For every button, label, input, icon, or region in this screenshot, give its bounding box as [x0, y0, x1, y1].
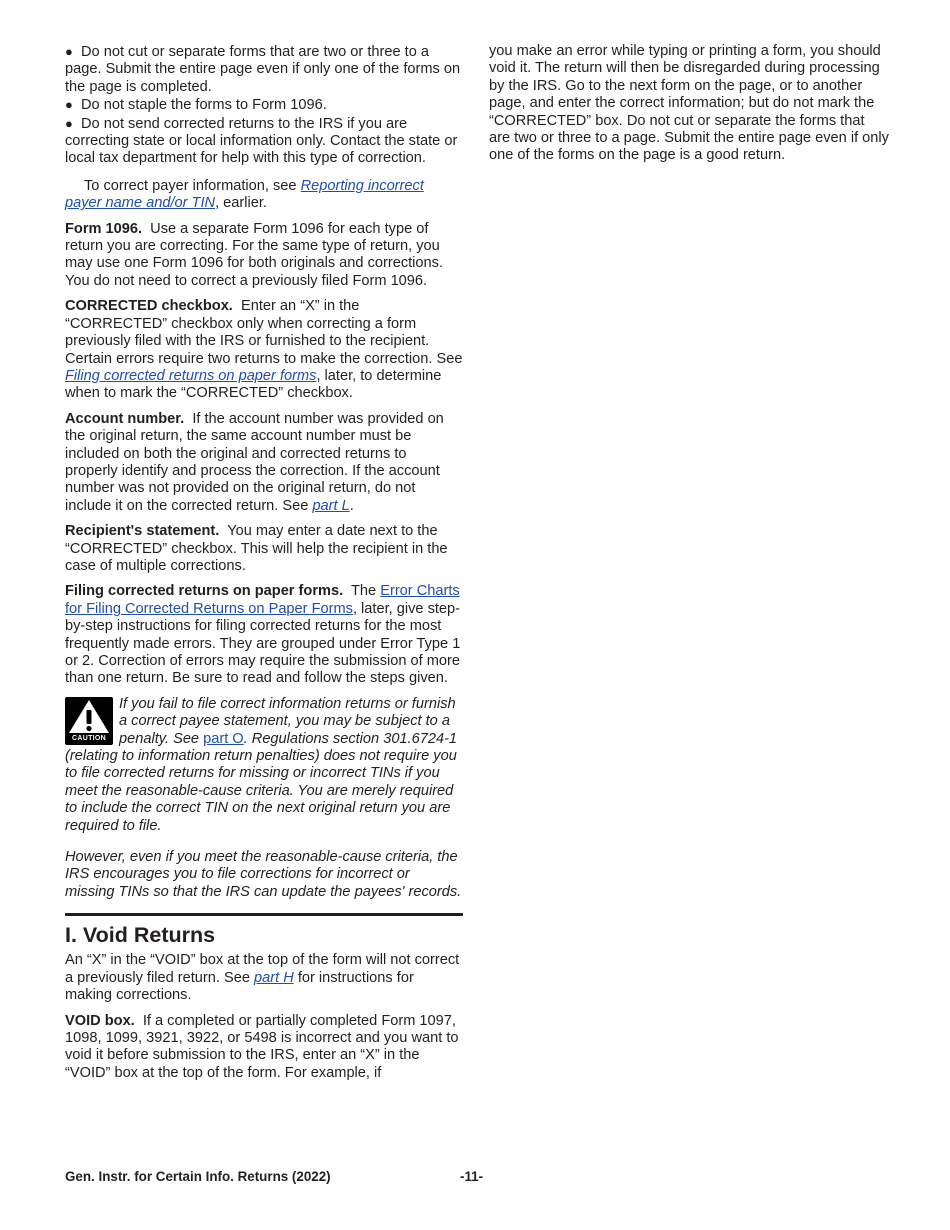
bullet-icon: ●: [65, 115, 73, 131]
caution-icon: [65, 697, 113, 745]
filing-corrected-paragraph: Filing corrected returns on paper forms. The Error Charts for Filing Corrected Returns on Paper Forms, later, give step-by-step instructions for filing corrected returns for the most frequently made errors. They are grouped under Error Type 1 or 2. Correction of errors may require the submission of more than one return. Be sure to read and follow the steps given.: [65, 583, 461, 687]
bullet-icon: ●: [65, 44, 73, 59]
reporting-incorrect-payer-link[interactable]: Reporting incorrect payer name and/or TIN: [65, 177, 424, 212]
filing-corrected-returns-link[interactable]: Filing corrected returns on paper forms: [65, 367, 317, 384]
bullet-item: ● Do not staple the forms to Form 1096.: [65, 97, 327, 114]
error-charts-link[interactable]: Error Charts for Filing Corrected Returns on Paper Forms: [65, 583, 460, 617]
page-number: -11-: [460, 1169, 484, 1184]
right-column: [489, 43, 889, 173]
caution-note: [65, 696, 463, 901]
part-h-link[interactable]: part H: [254, 969, 294, 986]
recipient-statement-paragraph: Recipient's statement. You may enter a date next to the “CORRECTED” checkbox. This will help the recipient in the case of multiple corrections.: [65, 523, 448, 574]
bullet-item: ● Do not cut or separate forms that are two or three to a page. Submit the entire page even if only one of the forms on the page is completed.: [65, 44, 461, 95]
corrected-checkbox-paragraph: CORRECTED checkbox. Enter an “X” in the “CORRECTED” checkbox only when correcting a form previously filed with the IRS or furnished to the recipient. Certain errors require two returns to make the correction. See Filing corrected returns on paper forms, later, to determine when to mark the “CORRECTED” checkbox.: [65, 298, 463, 402]
void-intro-paragraph: An “X” in the “VOID” box at the top of the form will not correct a previously filed return. See part H for instructions for making corrections.: [65, 952, 460, 1004]
part-o-link[interactable]: part O: [203, 730, 244, 747]
filing-corrected-heading: Filing corrected returns on paper forms.: [65, 583, 344, 600]
left-column: [65, 43, 463, 1090]
part-l-link[interactable]: part L: [312, 497, 350, 514]
section-title-void-returns: I. Void Returns: [65, 923, 216, 948]
void-box-paragraph: VOID box. If a completed or partially completed Form 1097, 1098, 1099, 3921, 3922, or 5498 is incorrect and you want to void it before submission to the IRS, enter an “X” in the “VOID” box at the top of the form. For example, if: [65, 1012, 459, 1081]
caution-text-2: However, even if you meet the reasonable-cause criteria, the IRS encourages you to file corrections for incorrect or missing TINs so that the IRS can update the payees' records.: [65, 849, 462, 900]
recipient-statement-heading: Recipient's statement.: [65, 523, 220, 540]
section-divider: [65, 913, 463, 916]
bullet-icon: ●: [65, 97, 73, 113]
footer-title: Gen. Instr. for Certain Info. Returns (2022): [65, 1169, 331, 1184]
account-number-paragraph: Account number. If the account number was provided on the original return, the same account number must be included on both the original and corrected returns to properly identify and process the correction. If the account number was not provided on the original return, do not include it on the corrected return. See part L.: [65, 410, 444, 514]
corrected-checkbox-heading: CORRECTED checkbox.: [65, 298, 233, 315]
void-continuation-paragraph: you make an error while typing or printing a form, you should void it. The return will then be disregarded during processing by the IRS. Go to the next form on the page, or to another page, and enter the correct information; but do not mark the “CORRECTED” box. Do not cut or separate the forms that are two or three to a page. Submit the entire page even if only one of the forms on the page is a good return.: [489, 43, 889, 164]
form-1096-heading: Form 1096.: [65, 220, 143, 237]
caution-text: If you fail to file correct information returns or furnish a correct payee statement, you may be subject to a penalty. See part O. Regulations section 301.6724-1 (relating to information return penalties) does not require you to file corrected returns for missing or incorrect TINs if you meet the reasonable-cause criteria. You are merely required to include the correct TIN on the next original return you are required to file.: [65, 695, 458, 834]
account-number-heading: Account number.: [65, 410, 185, 427]
caution-label: CAUTION: [72, 734, 106, 742]
bullet-item: ● Do not send corrected returns to the IRS if you are correcting state or local information only. Contact the state or local tax department for help with this type of correction.: [65, 115, 458, 167]
void-box-heading: VOID box.: [65, 1012, 135, 1029]
form-1096-paragraph: Form 1096. Use a separate Form 1096 for each type of return you are correcting. For the same type of return, you may use one Form 1096 for both originals and corrections. You do not need to correct a previously filed Form 1096.: [65, 220, 444, 289]
payer-info-paragraph: To correct payer information, see Reporting incorrect payer name and/or TIN, earlier.: [65, 177, 424, 212]
